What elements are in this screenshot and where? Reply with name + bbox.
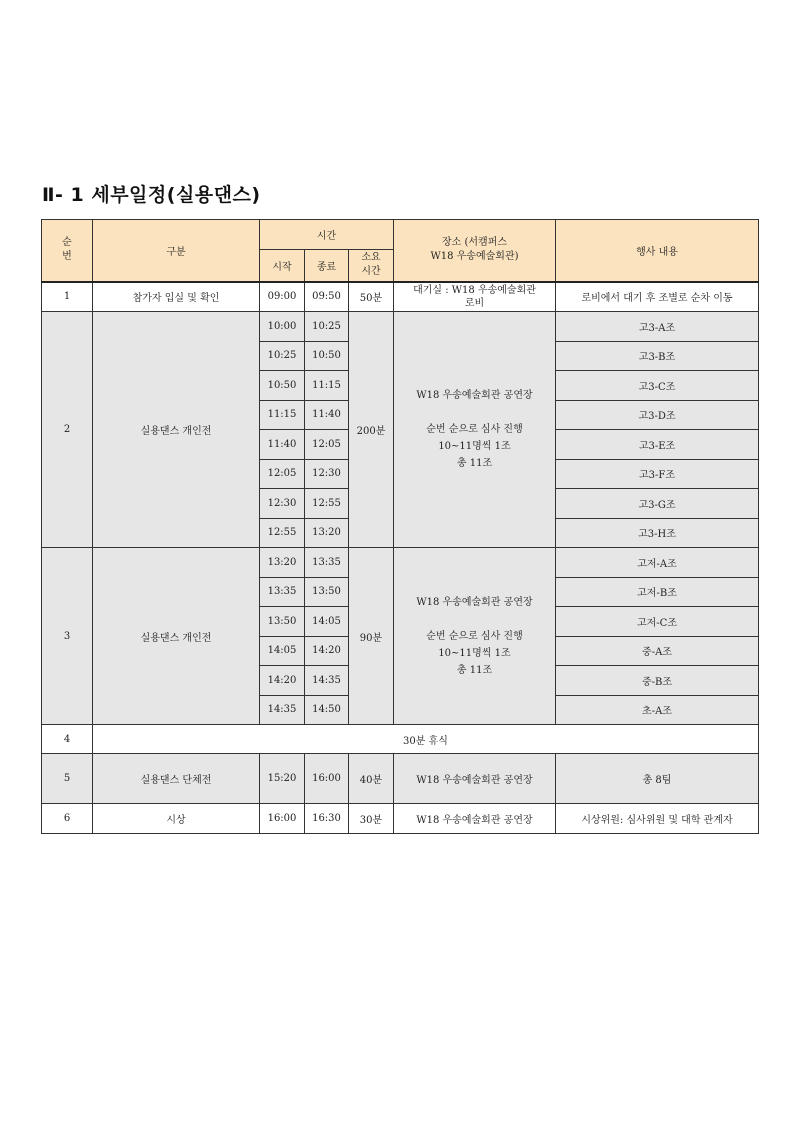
table-row bbox=[42, 725, 759, 754]
row-place-line1: 대기실 : W18 우송예술회관 bbox=[413, 284, 536, 296]
row-end: 11:15 bbox=[305, 371, 349, 401]
row-start: 16:00 bbox=[260, 804, 305, 834]
row-content: 고3-G조 bbox=[556, 489, 759, 519]
table-row bbox=[42, 282, 759, 312]
row-content: 초-A조 bbox=[556, 695, 759, 725]
row-start: 14:05 bbox=[260, 636, 305, 666]
row-start: 13:50 bbox=[260, 607, 305, 637]
row-duration: 40분 bbox=[349, 754, 394, 804]
row-content: 고3-B조 bbox=[556, 341, 759, 371]
row-content: 고3-D조 bbox=[556, 400, 759, 430]
header-content: 행사 내용 bbox=[556, 220, 759, 282]
row-content: 고저-B조 bbox=[556, 577, 759, 607]
row-end: 10:50 bbox=[305, 341, 349, 371]
row-content: 시상위원: 심사위원 및 대학 관계자 bbox=[556, 804, 759, 834]
schedule-table bbox=[41, 219, 759, 834]
row-end: 10:25 bbox=[305, 312, 349, 342]
row-no: 1 bbox=[42, 282, 93, 312]
row-start: 12:30 bbox=[260, 489, 305, 519]
header-category: 구분 bbox=[93, 220, 260, 282]
table-row bbox=[42, 804, 759, 834]
header-no-line2: 번 bbox=[62, 251, 72, 263]
row-place-line: 10~11명씩 1조 bbox=[438, 647, 511, 659]
row-content: 고3-H조 bbox=[556, 518, 759, 548]
row-place-line: 순번 순으로 심사 진행 bbox=[426, 630, 523, 642]
row-content: 고3-C조 bbox=[556, 371, 759, 401]
header-no bbox=[42, 220, 93, 282]
row-end: 14:05 bbox=[305, 607, 349, 637]
row-start: 10:50 bbox=[260, 371, 305, 401]
row-category: 시상 bbox=[93, 804, 260, 834]
header-start: 시작 bbox=[260, 250, 305, 282]
row-end: 14:20 bbox=[305, 636, 349, 666]
row-duration: 200분 bbox=[349, 312, 394, 548]
row-no: 6 bbox=[42, 804, 93, 834]
row-place bbox=[394, 282, 556, 312]
row-duration: 50분 bbox=[349, 282, 394, 312]
row-place-line: 총 11조 bbox=[456, 458, 493, 469]
table-row bbox=[42, 548, 759, 578]
row-content: 고저-C조 bbox=[556, 607, 759, 637]
row-start: 13:35 bbox=[260, 577, 305, 607]
row-end: 16:30 bbox=[305, 804, 349, 834]
row-end: 13:50 bbox=[305, 577, 349, 607]
row-duration: 90분 bbox=[349, 548, 394, 725]
row-category: 참가자 입실 및 확인 bbox=[93, 282, 260, 312]
header-place bbox=[394, 220, 556, 282]
row-place-line: W18 우송예술회관 공연장 bbox=[416, 596, 533, 608]
table-row bbox=[42, 312, 759, 342]
page-title: Ⅱ- 1 세부일정(실용댄스) bbox=[42, 184, 261, 206]
row-duration: 30분 bbox=[349, 804, 394, 834]
header-duration-line1: 소요 bbox=[361, 252, 381, 264]
row-start: 11:15 bbox=[260, 400, 305, 430]
row-start: 11:40 bbox=[260, 430, 305, 460]
row-start: 12:55 bbox=[260, 518, 305, 548]
row-category: 실용댄스 단체전 bbox=[93, 754, 260, 804]
row-end: 12:55 bbox=[305, 489, 349, 519]
header-duration bbox=[349, 250, 394, 282]
row-no: 4 bbox=[42, 725, 93, 754]
row-end: 09:50 bbox=[305, 282, 349, 312]
row-content: 고저-A조 bbox=[556, 548, 759, 578]
row-end: 14:50 bbox=[305, 695, 349, 725]
header-duration-line2: 시간 bbox=[361, 266, 381, 278]
row-place bbox=[394, 312, 556, 548]
row-content: 30분 휴식 bbox=[93, 725, 759, 754]
row-end: 11:40 bbox=[305, 400, 349, 430]
row-place-line: W18 우송예술회관 공연장 bbox=[416, 390, 533, 401]
row-content: 중-A조 bbox=[556, 636, 759, 666]
row-place-line: 순번 순으로 심사 진행 bbox=[426, 424, 523, 435]
row-end: 13:20 bbox=[305, 518, 349, 548]
row-start: 09:00 bbox=[260, 282, 305, 312]
row-end: 16:00 bbox=[305, 754, 349, 804]
header-end: 종료 bbox=[305, 250, 349, 282]
row-place: W18 우송예술회관 공연장 bbox=[394, 804, 556, 834]
header-time: 시간 bbox=[260, 220, 394, 250]
row-place: W18 우송예술회관 공연장 bbox=[394, 754, 556, 804]
row-start: 13:20 bbox=[260, 548, 305, 578]
row-category: 실용댄스 개인전 bbox=[93, 548, 260, 725]
row-place-line2: 로비 bbox=[464, 297, 485, 309]
row-end: 14:35 bbox=[305, 666, 349, 696]
row-no: 5 bbox=[42, 754, 93, 804]
row-place-line: 총 11조 bbox=[456, 664, 493, 676]
row-start: 14:20 bbox=[260, 666, 305, 696]
row-content: 고3-A조 bbox=[556, 312, 759, 342]
row-content: 고3-F조 bbox=[556, 459, 759, 489]
row-category: 실용댄스 개인전 bbox=[93, 312, 260, 548]
row-end: 13:35 bbox=[305, 548, 349, 578]
row-content: 고3-E조 bbox=[556, 430, 759, 460]
row-start: 12:05 bbox=[260, 459, 305, 489]
row-start: 10:00 bbox=[260, 312, 305, 342]
row-content: 총 8팀 bbox=[556, 754, 759, 804]
row-no: 2 bbox=[42, 312, 93, 548]
row-end: 12:30 bbox=[305, 459, 349, 489]
header-no-line1: 순 bbox=[62, 237, 72, 249]
row-place bbox=[394, 548, 556, 725]
row-start: 14:35 bbox=[260, 695, 305, 725]
row-content: 로비에서 대기 후 조별로 순차 이동 bbox=[556, 282, 759, 312]
header-place-line2: W18 우송예술회관) bbox=[430, 251, 519, 263]
row-start: 10:25 bbox=[260, 341, 305, 371]
row-end: 12:05 bbox=[305, 430, 349, 460]
row-start: 15:20 bbox=[260, 754, 305, 804]
row-content: 중-B조 bbox=[556, 666, 759, 696]
header-place-line1: 장소 (서캠퍼스 bbox=[441, 237, 508, 249]
table-row bbox=[42, 754, 759, 804]
row-no: 3 bbox=[42, 548, 93, 725]
row-place-line: 10~11명씩 1조 bbox=[438, 441, 511, 452]
